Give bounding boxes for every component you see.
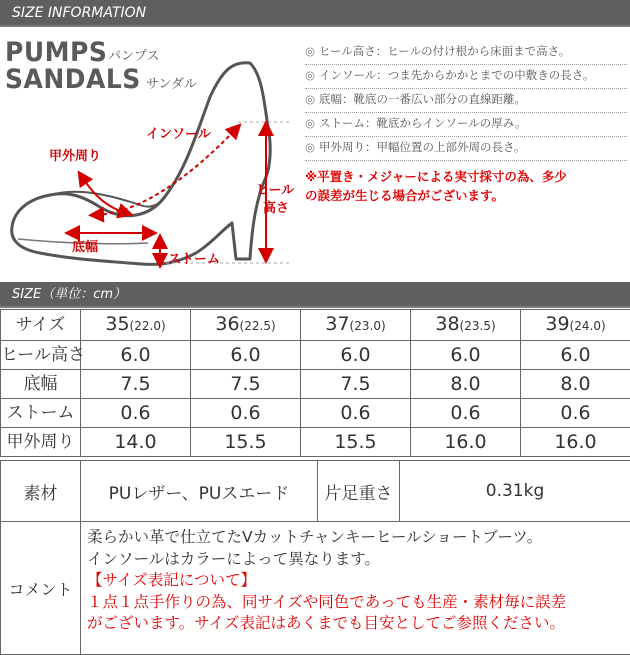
table-cell: 16.0 bbox=[521, 428, 630, 457]
comment-line: インソールはカラーによって異なります。 bbox=[87, 549, 630, 571]
table-row bbox=[1, 461, 630, 522]
size-information-header: SIZE INFORMATION bbox=[0, 0, 630, 27]
label-heel-1: ヒール bbox=[256, 179, 294, 198]
note-text: ストーム：靴底からインソールの厚み。 bbox=[319, 116, 526, 130]
label-insole: インソール bbox=[146, 123, 211, 142]
measurement-notes bbox=[305, 41, 627, 205]
note-item bbox=[305, 89, 627, 113]
comment-line: 柔らかい革で仕立てたVカットチャンキーヒールショートブーツ。 bbox=[87, 527, 630, 549]
logo-sandals: SANDALS bbox=[5, 64, 141, 94]
comment-table bbox=[0, 521, 630, 655]
table-cell: 7.5 bbox=[301, 370, 411, 399]
logo-pumps-sub: パンプス bbox=[108, 45, 159, 64]
pump-shoe-diagram bbox=[0, 27, 300, 282]
size-cell bbox=[411, 310, 521, 341]
warning-line: の誤差が生じる場合がございます。 bbox=[305, 186, 627, 205]
size-cell bbox=[81, 310, 191, 341]
size-unit-header: SIZE（単位：cm） bbox=[0, 282, 630, 308]
table-cell: 16.0 bbox=[411, 428, 521, 457]
label-sole-width: 底幅 bbox=[72, 236, 98, 255]
note-item bbox=[305, 137, 627, 161]
material-table bbox=[0, 460, 630, 522]
size-header-label: サイズ bbox=[1, 310, 81, 341]
material-label: 素材 bbox=[1, 461, 81, 522]
bullet-icon: ◎ bbox=[305, 89, 319, 109]
comment-line: がございます。サイズ表記はあくまでも目安としてご参照ください。 bbox=[87, 613, 630, 635]
table-cell: 0.6 bbox=[81, 399, 191, 428]
table-cell: 6.0 bbox=[301, 341, 411, 370]
size-sub: (23.0) bbox=[350, 319, 386, 333]
shoe-diagram-section bbox=[0, 27, 630, 282]
table-cell: 6.0 bbox=[191, 341, 301, 370]
table-row bbox=[1, 399, 630, 428]
table-row bbox=[1, 341, 630, 370]
table-cell: 8.0 bbox=[411, 370, 521, 399]
bullet-icon: ◎ bbox=[305, 137, 319, 157]
table-cell: 6.0 bbox=[81, 341, 191, 370]
table-cell: 0.6 bbox=[191, 399, 301, 428]
size-cell bbox=[191, 310, 301, 341]
note-item bbox=[305, 65, 627, 89]
bullet-icon: ◎ bbox=[305, 41, 319, 61]
size-sub: (22.5) bbox=[240, 319, 276, 333]
size-cell bbox=[521, 310, 630, 341]
table-row bbox=[1, 522, 630, 655]
size-number: 35 bbox=[105, 313, 129, 335]
note-text: ヒール高さ：ヒールの付け根から床面まで高さ。 bbox=[319, 44, 570, 58]
weight-label: 片足重さ bbox=[318, 461, 400, 522]
size-sub: (23.5) bbox=[460, 319, 496, 333]
note-text: 底幅：靴底の一番広い部分の直線距離。 bbox=[319, 92, 526, 106]
label-instep: 甲外周り bbox=[49, 145, 101, 164]
table-row bbox=[1, 370, 630, 399]
comment-line: １点１点手作りの為、同サイズや同色であっても生産・素材毎に誤差 bbox=[87, 592, 630, 614]
comment-label: コメント bbox=[1, 522, 81, 655]
table-cell: 6.0 bbox=[411, 341, 521, 370]
size-sub: (24.0) bbox=[570, 319, 606, 333]
note-item bbox=[305, 113, 627, 137]
label-storm: ストーム bbox=[168, 248, 220, 267]
note-item bbox=[305, 41, 627, 65]
table-row bbox=[1, 310, 630, 341]
table-cell: 15.5 bbox=[191, 428, 301, 457]
size-number: 36 bbox=[215, 313, 239, 335]
measurement-warning bbox=[305, 167, 627, 205]
table-cell: 7.5 bbox=[191, 370, 301, 399]
table-cell: 7.5 bbox=[81, 370, 191, 399]
logo-pumps: PUMPS bbox=[5, 37, 107, 67]
warning-line: ※平置き・メジャーによる実寸採寸の為、多少 bbox=[305, 167, 627, 186]
row-label-sole-width: 底幅 bbox=[1, 370, 81, 399]
size-number: 38 bbox=[435, 313, 459, 335]
logo-sandals-sub: サンダル bbox=[146, 73, 197, 92]
note-text: 甲外周り：甲幅位置の上部外周の長さ。 bbox=[319, 140, 526, 154]
material-value: PUレザー、PUスエード bbox=[81, 461, 318, 522]
row-label-heel-height: ヒール高さ bbox=[1, 341, 81, 370]
row-label-instep: 甲外周り bbox=[1, 428, 81, 457]
size-number: 37 bbox=[325, 313, 349, 335]
weight-value: 0.31kg bbox=[400, 461, 630, 522]
size-table bbox=[0, 309, 630, 457]
table-cell: 6.0 bbox=[521, 341, 630, 370]
size-number: 39 bbox=[545, 313, 569, 335]
note-text: インソール：つま先からかかとまでの中敷きの長さ。 bbox=[319, 68, 594, 82]
bullet-icon: ◎ bbox=[305, 113, 319, 133]
comment-body bbox=[81, 522, 630, 655]
size-sub: (22.0) bbox=[130, 319, 166, 333]
table-cell: 15.5 bbox=[301, 428, 411, 457]
table-cell: 0.6 bbox=[301, 399, 411, 428]
table-row bbox=[1, 428, 630, 457]
size-cell bbox=[301, 310, 411, 341]
comment-size-heading: 【サイズ表記について】 bbox=[87, 570, 630, 592]
label-heel-2: 高さ bbox=[263, 197, 289, 216]
bullet-icon: ◎ bbox=[305, 65, 319, 85]
table-cell: 0.6 bbox=[521, 399, 630, 428]
table-cell: 14.0 bbox=[81, 428, 191, 457]
table-cell: 8.0 bbox=[521, 370, 630, 399]
row-label-storm: ストーム bbox=[1, 399, 81, 428]
table-cell: 0.6 bbox=[411, 399, 521, 428]
